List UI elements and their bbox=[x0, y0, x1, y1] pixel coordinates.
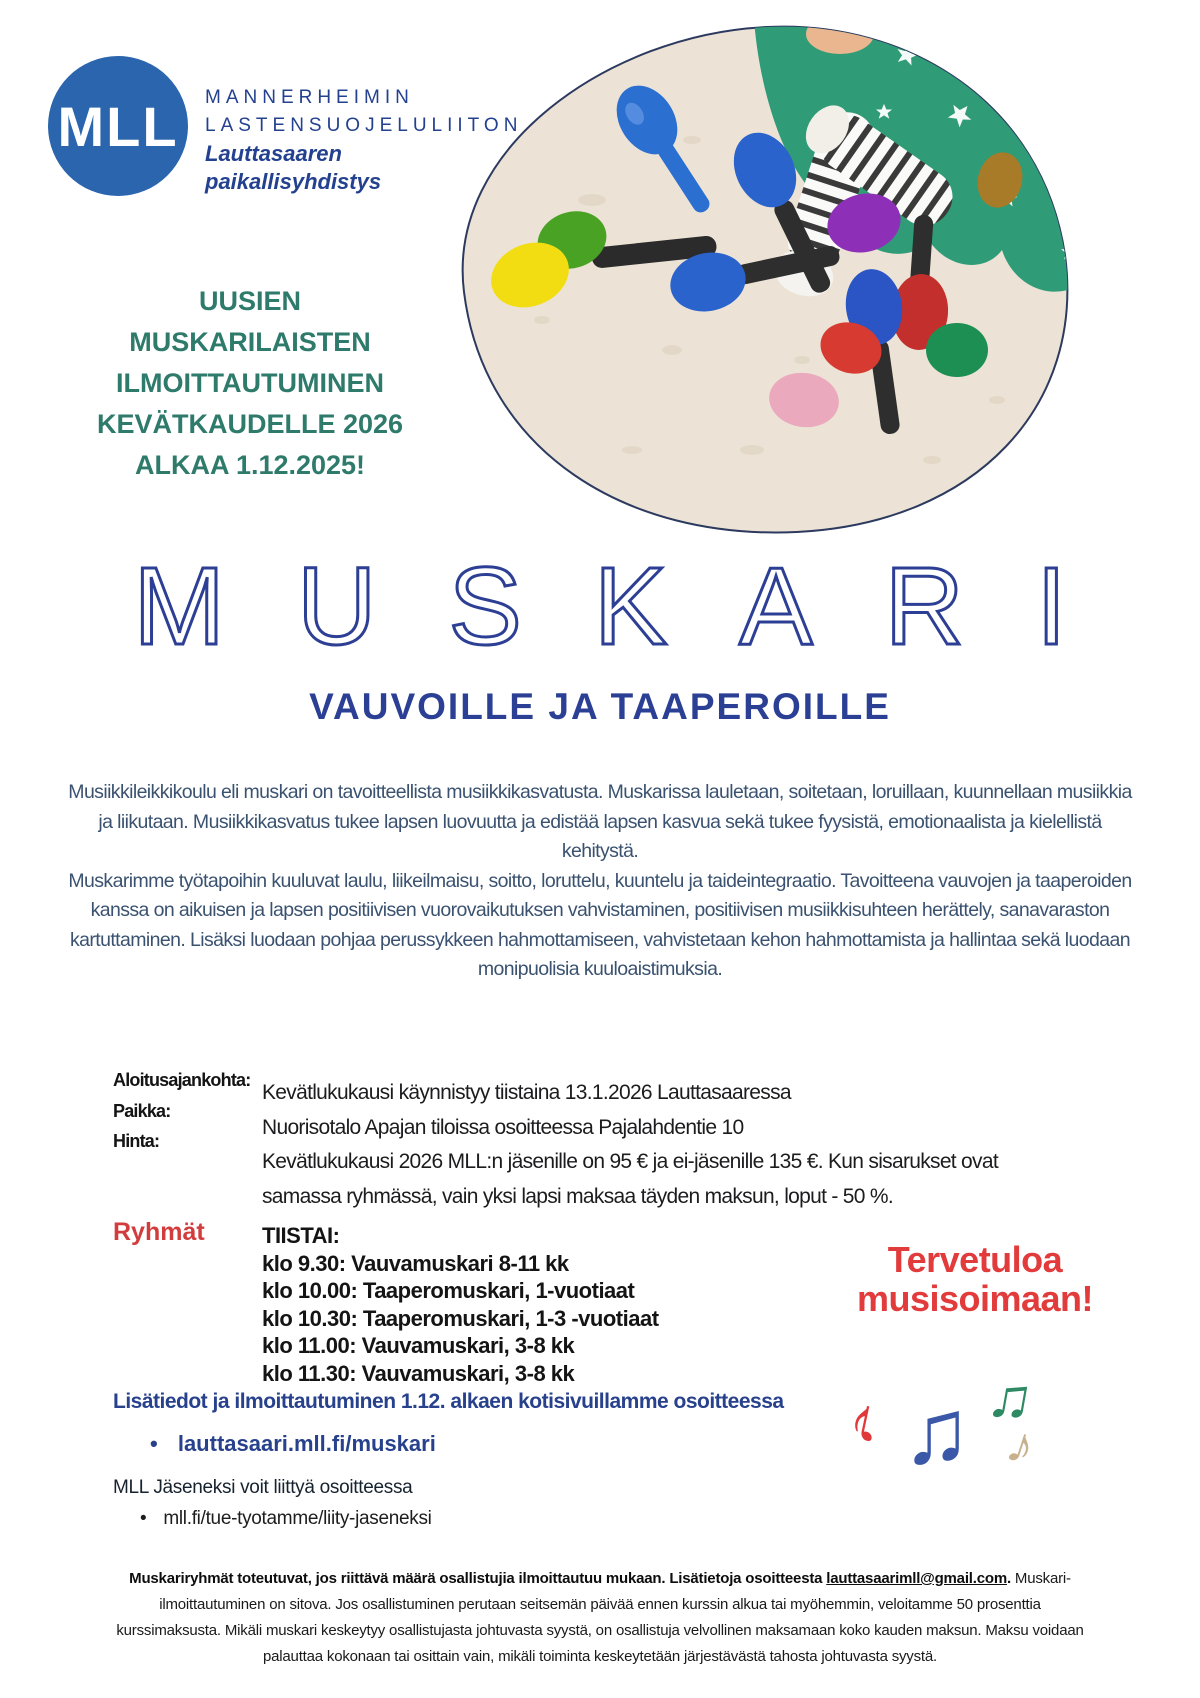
eighth-note-tan-icon: ♪ bbox=[999, 1414, 1043, 1478]
place-value: Nuorisotalo Apajan tiloissa osoitteessa Pajalahdentie 10 bbox=[262, 1115, 744, 1139]
schedule-day: TIISTAI: bbox=[262, 1223, 340, 1248]
muskari-url[interactable]: lauttasaari.mll.fi/muskari bbox=[177, 1431, 436, 1456]
membership-link[interactable] bbox=[140, 1508, 432, 1530]
org-name-line1: MANNERHEIMIN bbox=[205, 87, 414, 108]
groups-heading: Ryhmät bbox=[113, 1218, 205, 1246]
terms-fine-print bbox=[105, 1566, 1095, 1670]
schedule-item: klo 9.30: Vauvamuskari 8-11 kk bbox=[262, 1250, 569, 1276]
intro-paragraph-1: Musiikkileikkikoulu eli muskari on tavoitteellista musiikkikasvatusta. Muskarissa lauletaan, soitetaan, loruillaan, kuunnellaan musiikkia ja liikutaan. Musiikkikasvatus tukee lapsen luovuutta ja edistää lapsen kasvua sekä tukee fyysistä, emotionaalista ja kielellistä kehitystä. bbox=[68, 781, 1132, 862]
announcement-line: ILMOITTAUTUMINEN bbox=[116, 368, 384, 398]
announcement-line: MUSKARILAISTEN bbox=[129, 327, 371, 357]
membership-heading: MLL Jäseneksi voit liittyä osoitteessa bbox=[113, 1477, 413, 1498]
registration-announcement bbox=[60, 281, 440, 486]
intro-text bbox=[68, 778, 1132, 985]
schedule-list bbox=[262, 1222, 659, 1387]
page-title: MUSKARI bbox=[133, 545, 1139, 668]
beamed-notes-green-icon: ♫ bbox=[982, 1360, 1039, 1435]
price-value-line2: samassa ryhmässä, vain yksi lapsi maksaa täyden maksun, loput - 50 %. bbox=[262, 1184, 893, 1208]
child-maracas-photo bbox=[452, 20, 1078, 536]
start-date-value: Kevätlukukausi käynnistyy tiistaina 13.1.2026 Lauttasaaressa bbox=[262, 1081, 791, 1104]
fineprint-bold-period: . bbox=[1006, 1570, 1011, 1587]
local-association-line2: paikallisyhdistys bbox=[205, 169, 382, 194]
welcome-line1: Tervetuloa bbox=[887, 1239, 1063, 1280]
fineprint-bold-sentence bbox=[129, 1570, 1011, 1587]
member-url[interactable]: mll.fi/tue-tyotamme/liity-jaseneksi bbox=[163, 1508, 432, 1529]
page-subtitle: VAUVOILLE JA TAAPEROILLE bbox=[309, 686, 891, 727]
label-place: Paikka: bbox=[113, 1100, 171, 1121]
welcome-message bbox=[830, 1240, 1120, 1318]
label-price: Hinta: bbox=[113, 1131, 160, 1151]
fineprint-bold-text: Muskariryhmät toteutuvat, jos riittävä määrä osallistujia ilmoittautuu mukaan. Lisätietoja osoitteesta bbox=[129, 1570, 827, 1587]
music-notes-graphic bbox=[843, 1360, 1070, 1508]
welcome-line2: musisoimaan! bbox=[856, 1278, 1094, 1319]
schedule-item: klo 11.30: Vauvamuskari, 3-8 kk bbox=[262, 1360, 575, 1386]
schedule-item: klo 10.30: Taaperomuskari, 1-3 -vuotiaat bbox=[262, 1305, 659, 1331]
email-link[interactable]: lauttasaarimll@gmail.com bbox=[826, 1570, 1007, 1587]
schedule-item: klo 10.00: Taaperomuskari, 1-vuotiaat bbox=[262, 1278, 635, 1303]
announcement-line: UUSIEN bbox=[198, 286, 301, 316]
org-name-line2: LASTENSUOJELULIITON bbox=[205, 115, 523, 136]
price-value-line1: Kevätlukukausi 2026 MLL:n jäsenille on 95 € ja ei-jäsenille 135 €. Kun sisarukset ovat bbox=[262, 1150, 998, 1173]
muskari-signup-link[interactable] bbox=[150, 1431, 436, 1457]
details-labels bbox=[113, 1065, 250, 1157]
label-start-date: Aloitusajankohta: bbox=[113, 1070, 251, 1090]
intro-paragraph-2: Muskarimme työtapoihin kuuluvat laulu, liikeilmaisu, soitto, loruttelu, kuuntelu ja taideintegraatio. Tavoitteena vauvojen ja taaperoiden kanssa on aikuisen ja lapsen positiivisen vuorovaikutuksen vahvistaminen, positiivisen musiikkisuhteen herättely, sanavaraston kartuttaminen. Lisäksi luodaan pohjaa perussykkeen hahmottamiseen, vahvistetaan kehon hahmottamista ja hallintaa sekä luodaan monipuolisia kuuloaistimuksia. bbox=[68, 869, 1132, 980]
schedule-item: klo 11.00: Vauvamuskari, 3-8 kk bbox=[262, 1333, 575, 1358]
mll-logo-monogram: MLL bbox=[57, 94, 179, 158]
fineprint-body-text: Muskari-ilmoittautuminen on sitova. Jos osallistuminen perutaan seitsemän päivää ennen kurssin alkua tai myöhemmin, veloitamme 50 prosenttia kurssimaksusta. Mikäli muskari keskeytyy osallistujasta johtuvasta syystä, on osallistuja velvollinen maksamaan koko kauden maksun. Maksu voidaan palauttaa kokonaan tai osittain vain, mikäli toiminta keskeytetään järjestävästä tahosta johtuvasta syystä. bbox=[116, 1570, 1084, 1665]
local-association-line1: Lauttasaaren bbox=[205, 141, 342, 166]
details-values bbox=[262, 1076, 998, 1214]
announcement-line: ALKAA 1.12.2025! bbox=[134, 450, 366, 480]
more-info-heading: Lisätiedot ja ilmoittautuminen 1.12. alkaen kotisivuillamme osoitteessa bbox=[113, 1390, 784, 1413]
eighth-note-red-icon: ♪ bbox=[843, 1383, 888, 1458]
mll-logo bbox=[48, 56, 188, 196]
announcement-line: KEVÄTKAUDELLE 2026 bbox=[96, 409, 404, 439]
beamed-notes-blue-icon: ♫ bbox=[902, 1381, 971, 1483]
